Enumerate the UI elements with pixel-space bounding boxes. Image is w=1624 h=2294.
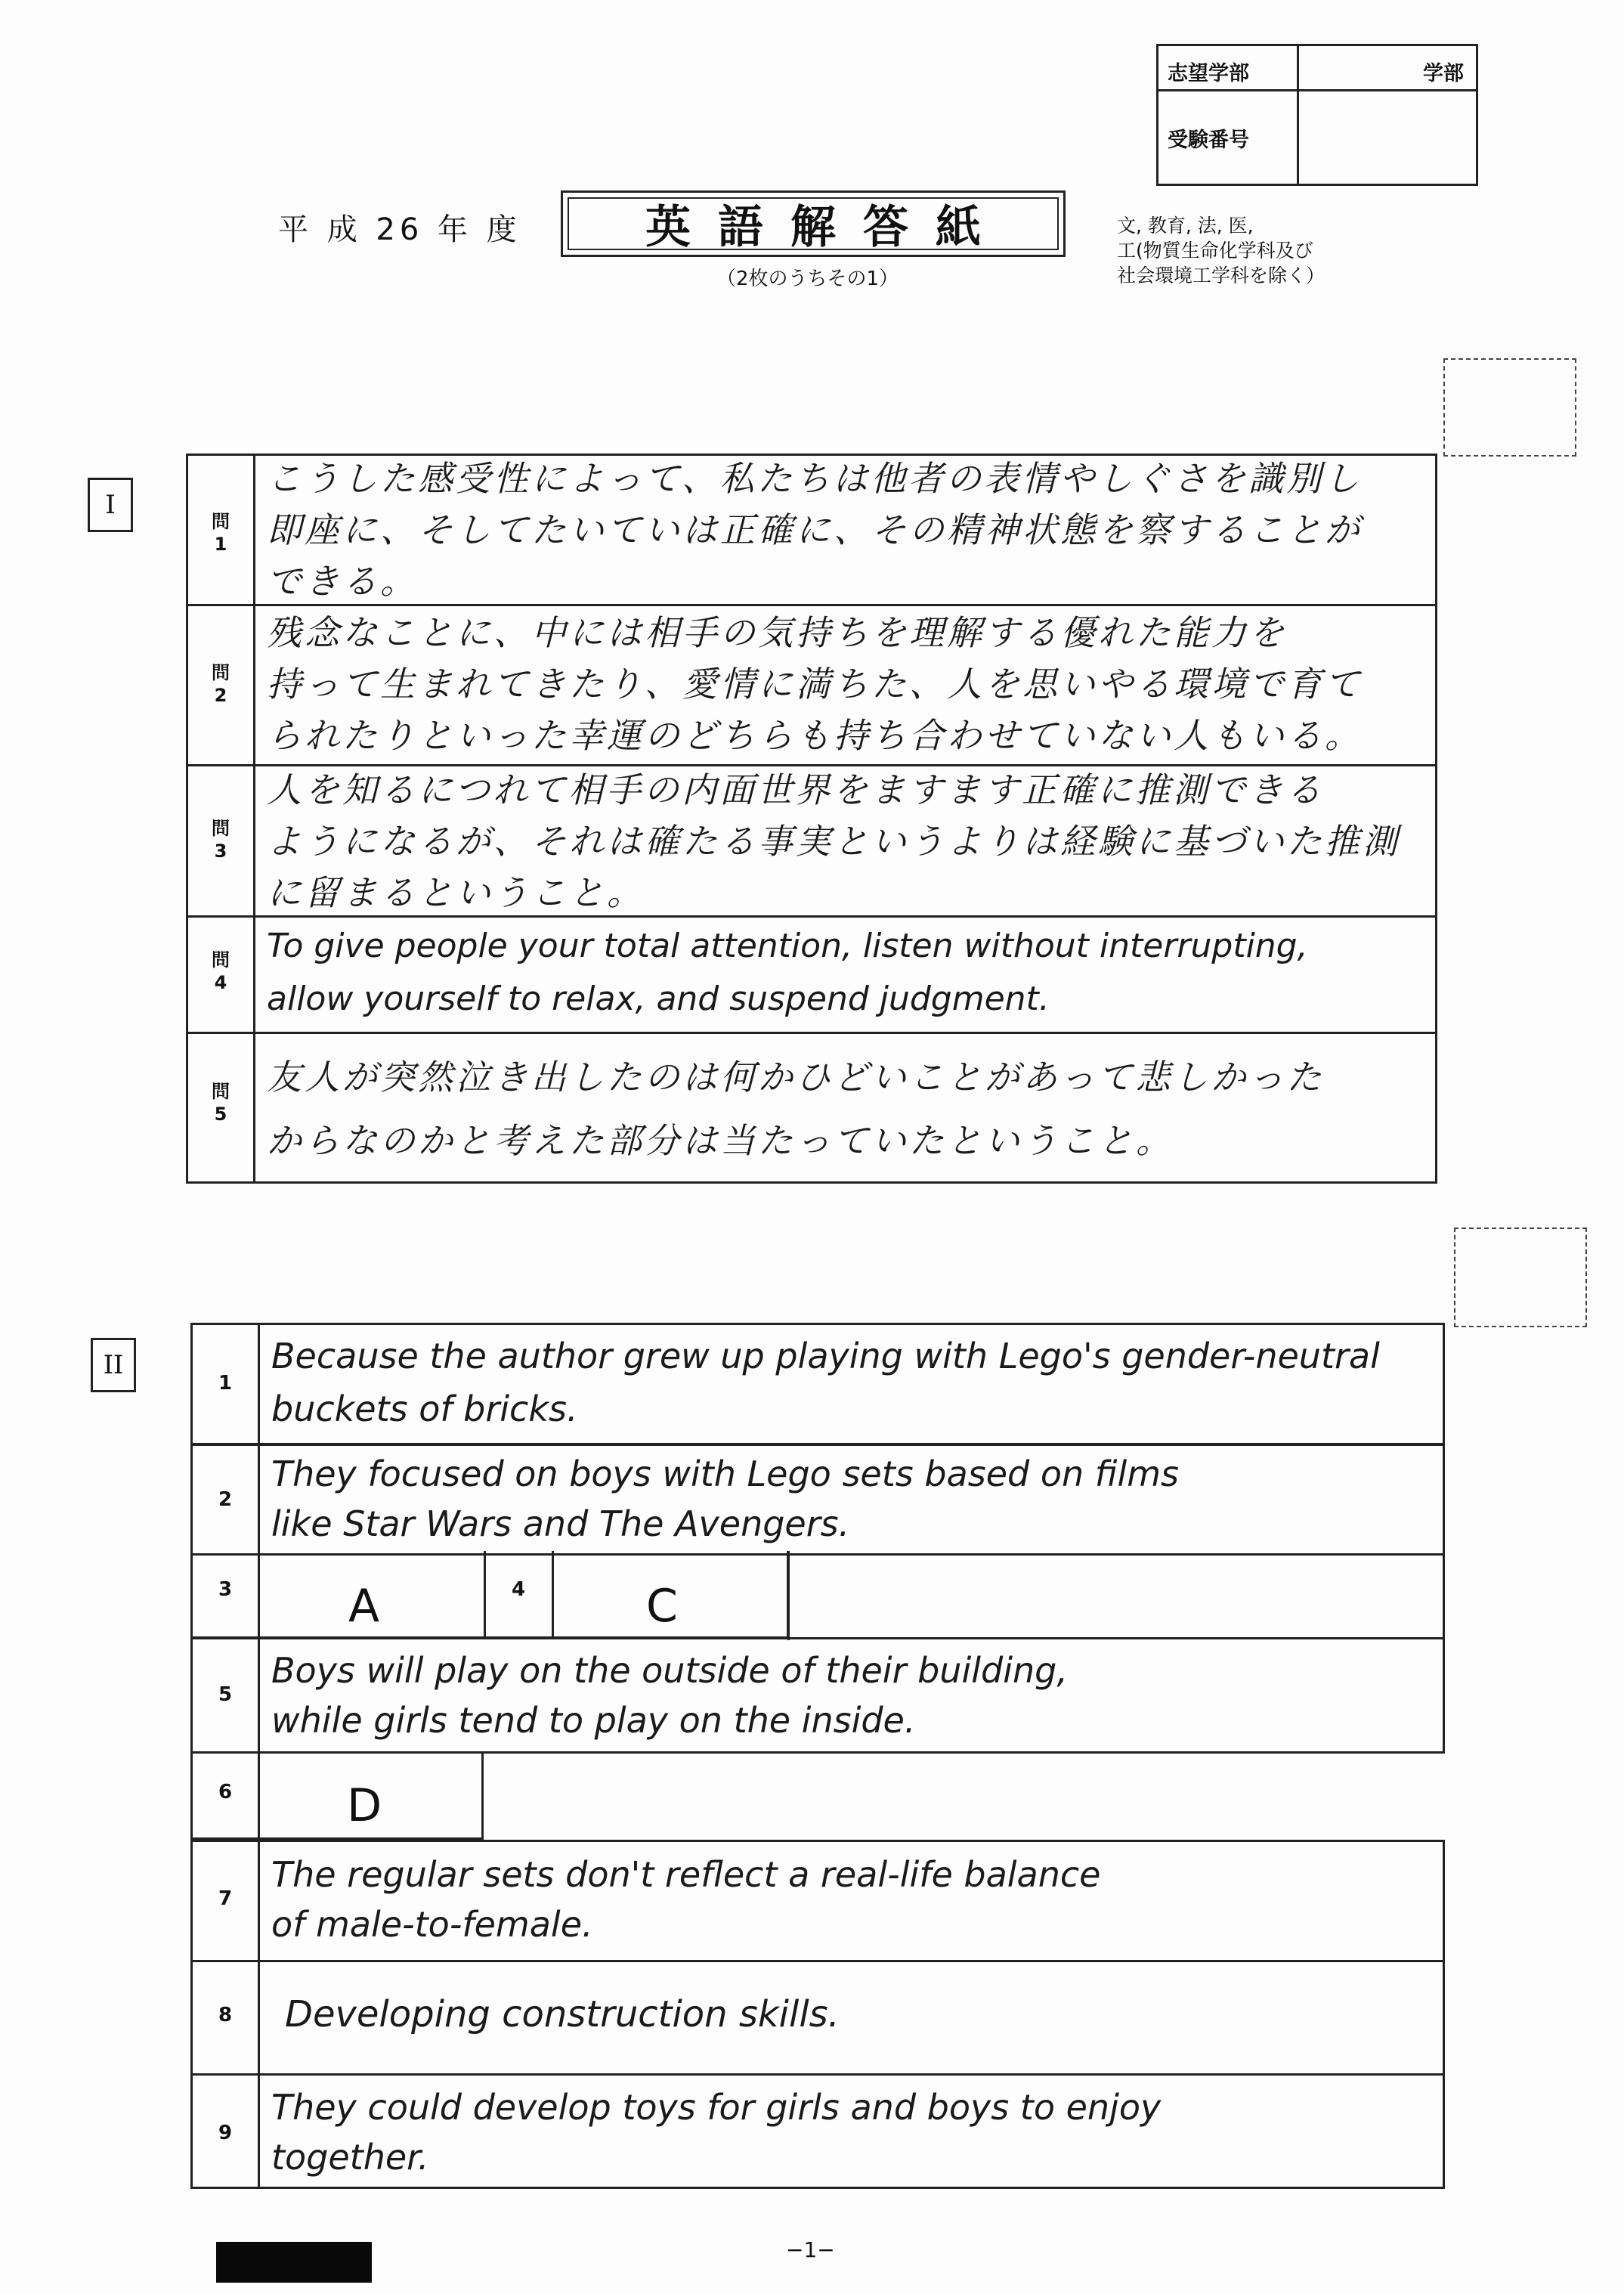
answer-2-3: A: [348, 1580, 380, 1633]
q3-q4-row-end: [787, 1551, 1445, 1640]
question-label-5: 問 5: [212, 1081, 230, 1125]
faculty-label: 志望学部: [1168, 62, 1249, 85]
answer-1-1: こうした感受性によって、私たちは他者の表情やしぐさを識別し 即座に、そしてたいていは正確に、その精神状態を察することが できる。: [267, 458, 1363, 602]
question-label-1: 問 1: [212, 511, 230, 555]
question-number-3: 3: [218, 1578, 233, 1601]
answer-2-4: C: [646, 1580, 678, 1633]
department-note: 文, 教育, 法, 医, 工(物質生命化学科及び 社会環境工学科を除く）: [1117, 215, 1325, 286]
section-marker-1: I: [88, 478, 133, 532]
page-subtitle: （2枚のうちその1）: [716, 268, 899, 290]
title-frame: [561, 190, 1066, 257]
section2-q5-box: [190, 1637, 1445, 1754]
question-label-3: 問 3: [212, 818, 230, 862]
question-number-4: 4: [511, 1578, 526, 1601]
question-label-2: 問 2: [212, 662, 230, 706]
question-number-8: 8: [218, 2004, 233, 2026]
faculty-suffix: 学部: [1423, 62, 1464, 85]
section-marker-2: II: [91, 1338, 136, 1392]
answer-2-2: They focused on boys with Lego sets based on films like Star Wars and The Avengers.: [271, 1453, 1180, 1544]
answer-1-5: 友人が突然泣き出したのは何かひどいことがあって悲しかった からなのかと考えた部分は当たっていたということ。: [267, 1057, 1325, 1161]
section2-q7-q9-box: [190, 1840, 1445, 2189]
section1-table: [186, 454, 1437, 1184]
answer-2-7: The regular sets don't reflect a real-life balance of male-to-female.: [271, 1854, 1101, 1945]
exam-number-label: 受験番号: [1168, 128, 1249, 152]
answer-2-6: D: [347, 1779, 382, 1832]
page-number: −1−: [786, 2237, 835, 2262]
academic-year: 平 成 26 年 度: [278, 212, 521, 247]
answer-2-1: Because the author grew up playing with Lego's gender-neutral buckets of bricks.: [271, 1336, 1380, 1429]
redaction-bar: [216, 2242, 372, 2283]
answer-1-2: 残念なことに、中には相手の気持ちを理解する優れた能力を 持って生まれてきたり、愛情に満ちた、人を思いやる環境で育て られたりといった幸運のどちらも持ち合わせていない人もいる。: [267, 612, 1363, 756]
score-box-1: [1443, 358, 1576, 457]
question-number-9: 9: [218, 2122, 233, 2144]
page-title: 英語解答紙: [645, 201, 1008, 254]
question-label-4: 問 4: [212, 949, 230, 993]
question-number-6: 6: [218, 1781, 233, 1803]
section2-q3-q4-row: [190, 1551, 789, 1639]
question-number-5: 5: [218, 1683, 233, 1706]
question-number-7: 7: [218, 1887, 233, 1910]
answer-1-4: To give people your total attention, listen without interrupting, allow yourself to relax, and suspend judgment.: [267, 927, 1308, 1018]
answer-2-5: Boys will play on the outside of their building, while girls tend to play on the inside.: [271, 1650, 1068, 1741]
question-number-2: 2: [218, 1488, 233, 1511]
section2-q6-box: [190, 1752, 484, 1840]
section2-q1-box: [190, 1323, 1445, 1445]
answer-2-9: They could develop toys for girls and boys to enjoy together.: [271, 2087, 1162, 2178]
score-box-2: [1454, 1227, 1587, 1327]
answer-2-8: Developing construction skills.: [285, 1993, 840, 2035]
answer-1-3: 人を知るにつれて相手の内面世界をますます正確に推測できる ようになるが、それは確たる事実というよりは経験に基づいた推測 に留まるということ。: [267, 769, 1400, 913]
applicant-id-box: [1156, 44, 1478, 186]
question-number-1: 1: [218, 1372, 233, 1395]
